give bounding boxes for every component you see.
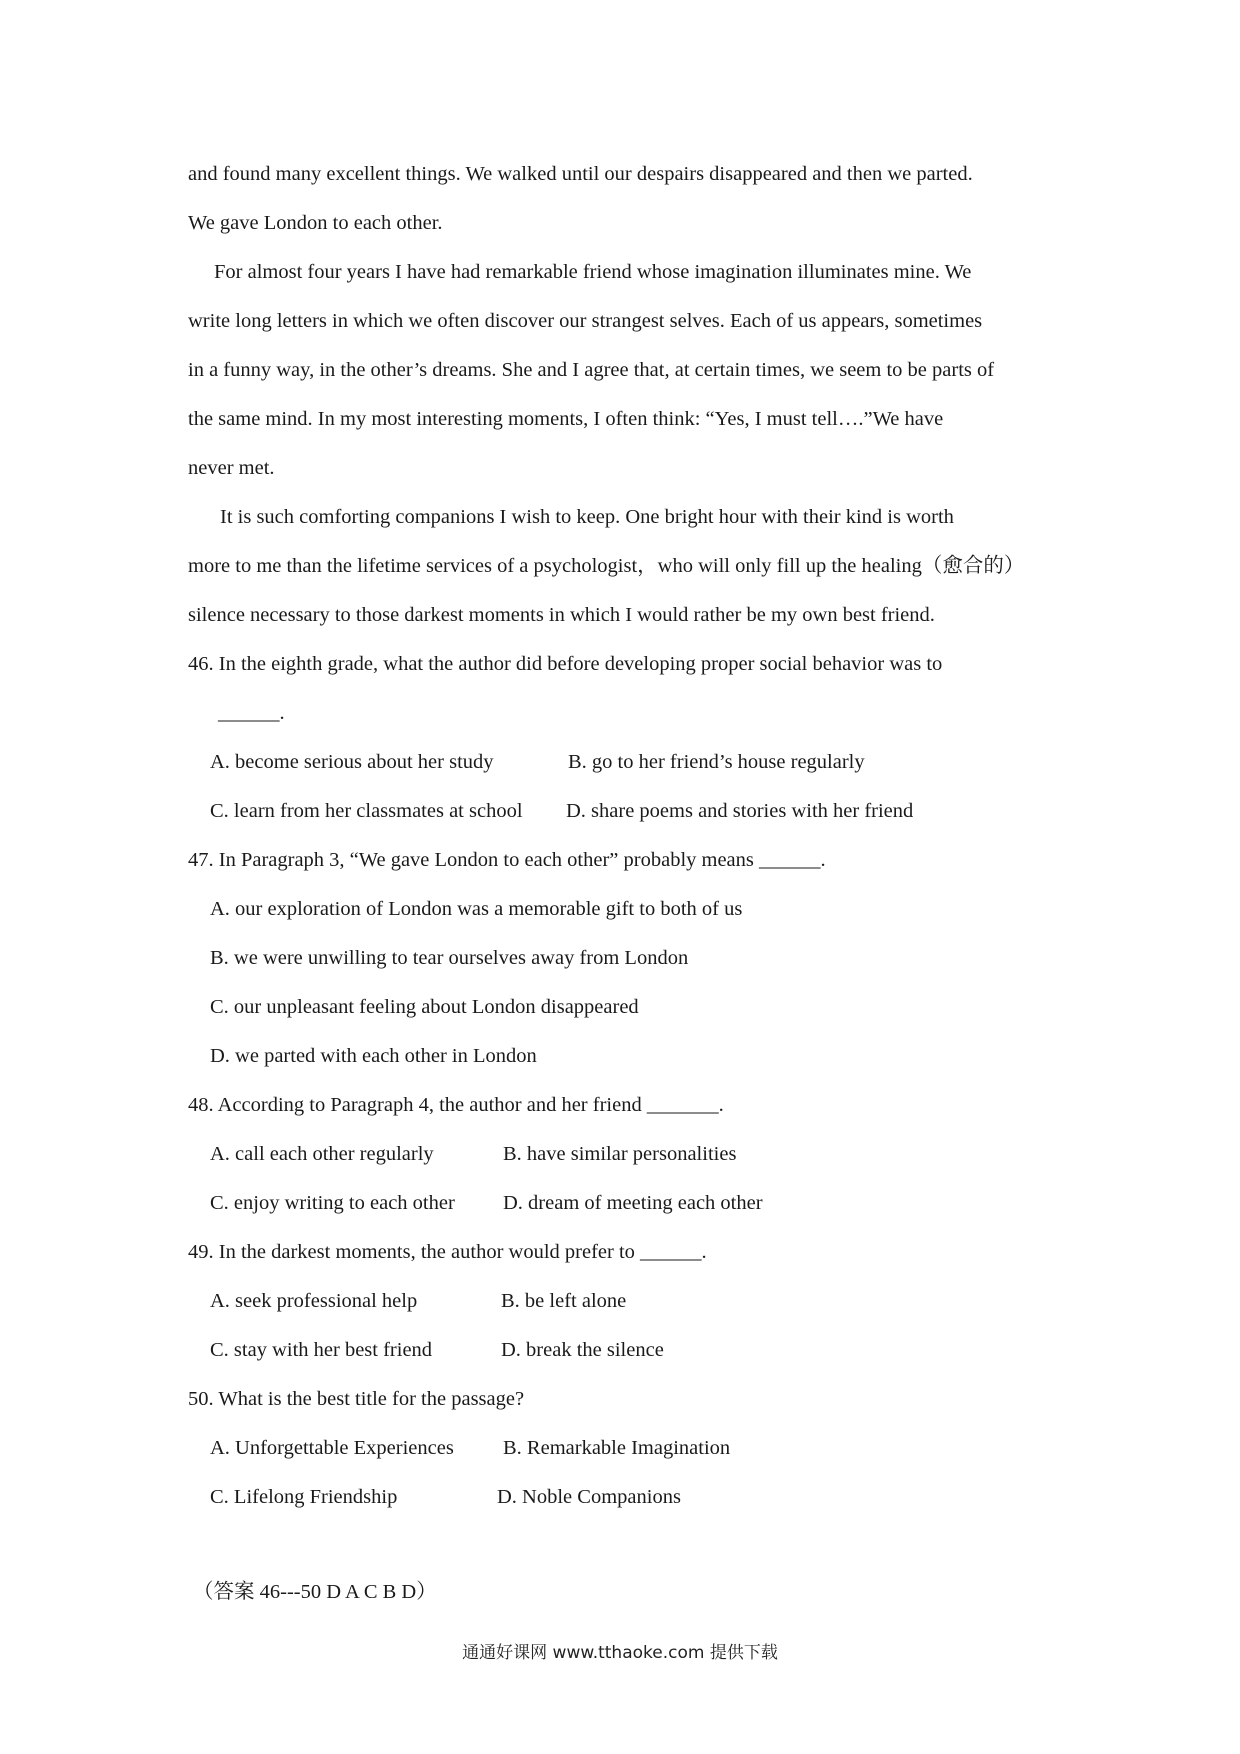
question-46-stem: 46. In the eighth grade, what the author did before developing proper social behavior was to <box>188 653 943 675</box>
passage-line: in a funny way, in the other’s dreams. She and I agree that, at certain times, we seem to be parts of <box>188 359 995 381</box>
question-47-stem: 47. In Paragraph 3, “We gave London to each other” probably means ______. <box>188 849 826 871</box>
question-47-option-b: B. we were unwilling to tear ourselves away from London <box>210 947 689 969</box>
question-46-option-a: A. become serious about her study <box>210 751 494 773</box>
passage-line: We gave London to each other. <box>188 212 443 234</box>
question-49-option-a: A. seek professional help <box>210 1290 418 1312</box>
passage-line: It is such comforting companions I wish to keep. One bright hour with their kind is worth <box>220 506 954 528</box>
question-49-option-c: C. stay with her best friend <box>210 1339 433 1361</box>
passage-line: more to me than the lifetime services of a psychologist，who will only fill up the healing（愈合的） <box>188 555 1025 577</box>
question-50-option-a: A. Unforgettable Experiences <box>210 1437 454 1459</box>
question-49-option-b: B. be left alone <box>501 1290 627 1312</box>
question-48-option-b: B. have similar personalities <box>503 1143 737 1165</box>
question-46-option-b: B. go to her friend’s house regularly <box>568 751 865 773</box>
question-46-option-d: D. share poems and stories with her friend <box>566 800 914 822</box>
question-49-option-d: D. break the silence <box>501 1339 664 1361</box>
question-48-option-a: A. call each other regularly <box>210 1143 434 1165</box>
question-46-option-c: C. learn from her classmates at school <box>210 800 523 822</box>
passage-line: the same mind. In my most interesting moments, I often think: “Yes, I must tell….”We have <box>188 408 944 430</box>
question-47-option-d: D. we parted with each other in London <box>210 1045 537 1067</box>
passage-line: never met. <box>188 457 275 479</box>
passage-line: and found many excellent things. We walked until our despairs disappeared and then we parted. <box>188 163 973 185</box>
question-47-option-a: A. our exploration of London was a memorable gift to both of us <box>210 898 743 920</box>
question-48-option-d: D. dream of meeting each other <box>503 1192 763 1214</box>
question-50-option-d: D. Noble Companions <box>497 1486 681 1508</box>
passage-line: silence necessary to those darkest moments in which I would rather be my own best friend. <box>188 604 935 626</box>
question-47-option-c: C. our unpleasant feeling about London disappeared <box>210 996 639 1018</box>
question-50-option-b: B. Remarkable Imagination <box>503 1437 731 1459</box>
question-49-stem: 49. In the darkest moments, the author would prefer to ______. <box>188 1241 707 1263</box>
question-48-option-c: C. enjoy writing to each other <box>210 1192 455 1214</box>
question-50-option-c: C. Lifelong Friendship <box>210 1486 398 1508</box>
question-50-stem: 50. What is the best title for the passage? <box>188 1388 525 1410</box>
passage-line: For almost four years I have had remarkable friend whose imagination illuminates mine. We <box>214 261 972 283</box>
passage-line: write long letters in which we often discover our strangest selves. Each of us appears, sometimes <box>188 310 983 332</box>
answer-key: （答案 46---50 D A C B D） <box>193 1581 437 1603</box>
question-46-blank: ______. <box>218 702 285 724</box>
page-footer: 通通好课网 www.tthaoke.com 提供下载 <box>462 1643 778 1663</box>
question-48-stem: 48. According to Paragraph 4, the author and her friend _______. <box>188 1094 724 1116</box>
